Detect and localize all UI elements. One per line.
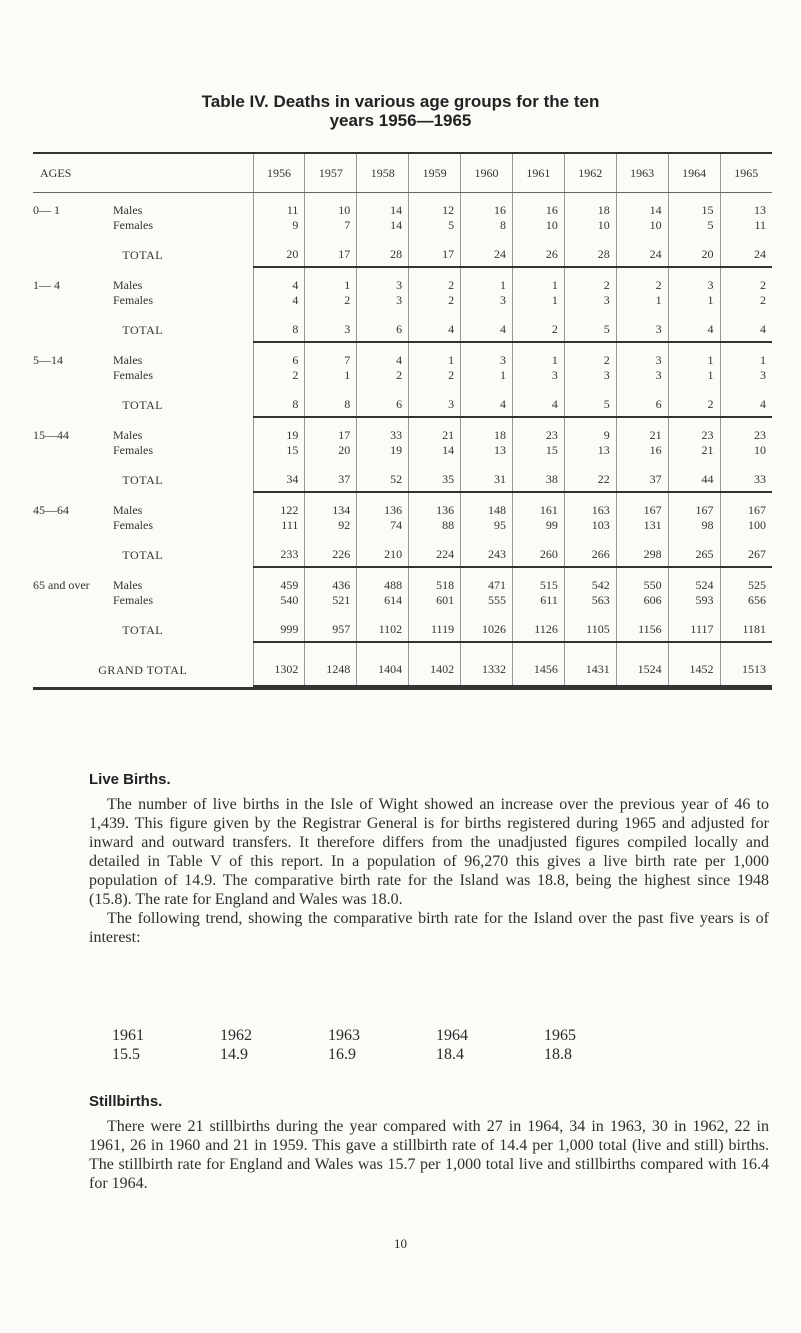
age-group-label: 0— 1 (33, 203, 60, 217)
table-cell: 1302 (253, 642, 305, 686)
trend-year: 1964 (436, 1027, 468, 1044)
table-cell: 16 (512, 193, 564, 219)
table-cell: 488 (357, 567, 409, 593)
year-header: 1959 (409, 154, 461, 193)
table-cell: 436 (305, 567, 357, 593)
total-label: TOTAL (122, 473, 164, 487)
table-cell: 3 (409, 383, 461, 417)
total-label: TOTAL (122, 323, 164, 337)
table-cell: 15 (512, 443, 564, 458)
table-cell: 1404 (357, 642, 409, 686)
table-cell: 16 (461, 193, 513, 219)
table-cell: 3 (564, 368, 616, 383)
table-cell: 7 (305, 218, 357, 233)
table-cell: 37 (305, 458, 357, 492)
table-row (33, 608, 772, 642)
table-cell: 19 (357, 443, 409, 458)
table-cell: 1105 (564, 608, 616, 642)
table-cell: 35 (409, 458, 461, 492)
table-cell: 16 (616, 443, 668, 458)
table-cell: 148 (461, 492, 513, 518)
table-cell: 167 (720, 492, 772, 518)
table-cell: 4 (512, 383, 564, 417)
table-cell: 1 (305, 368, 357, 383)
table-row (33, 293, 772, 308)
table-cell: 1456 (512, 642, 564, 686)
females-label: Females (113, 368, 153, 382)
table-row (33, 233, 772, 267)
table-cell: 4 (720, 383, 772, 417)
table-cell: 161 (512, 492, 564, 518)
females-label: Females (113, 443, 153, 457)
table-cell: 17 (305, 417, 357, 443)
age-group-label: 5—14 (33, 352, 63, 367)
males-label: Males (113, 502, 143, 517)
table-cell: 6 (357, 308, 409, 342)
year-header: 1961 (512, 154, 564, 193)
trend-year: 1963 (328, 1027, 360, 1044)
table-cell: 17 (409, 233, 461, 267)
table-cell: 9 (564, 417, 616, 443)
table-cell: 1102 (357, 608, 409, 642)
table-cell: 13 (564, 443, 616, 458)
grand-total-row (33, 642, 772, 686)
table-row (33, 417, 772, 443)
table-cell: 14 (409, 443, 461, 458)
trend-rate: 18.8 (544, 1046, 572, 1063)
table-cell: 226 (305, 533, 357, 567)
table-cell: 1513 (720, 642, 772, 686)
table-cell: 10 (616, 218, 668, 233)
table-cell: 2 (409, 293, 461, 308)
table-cell: 19 (253, 417, 305, 443)
males-label: Males (113, 427, 143, 442)
table-cell: 1026 (461, 608, 513, 642)
table-cell: 88 (409, 518, 461, 533)
females-label: Females (113, 218, 153, 232)
table-row (33, 593, 772, 608)
table-cell: 24 (461, 233, 513, 267)
table-cell: 606 (616, 593, 668, 608)
table-cell: 266 (564, 533, 616, 567)
table-cell: 550 (616, 567, 668, 593)
table-cell: 14 (616, 193, 668, 219)
table-row (33, 518, 772, 533)
table-cell: 515 (512, 567, 564, 593)
table-cell: 95 (461, 518, 513, 533)
age-group-label: 65 and over (33, 577, 90, 592)
table-cell: 9 (253, 218, 305, 233)
table-row (33, 218, 772, 233)
trend-rate: 15.5 (112, 1046, 140, 1063)
table-cell: 2 (720, 267, 772, 293)
table-cell: 3 (357, 267, 409, 293)
table-cell: 2 (564, 342, 616, 368)
table-row (33, 567, 772, 593)
table-cell: 656 (720, 593, 772, 608)
age-group-label: 45—64 (33, 502, 69, 517)
table-cell: 4 (409, 308, 461, 342)
males-label: Males (113, 352, 143, 367)
trend-year: 1961 (112, 1027, 144, 1044)
table-cell: 2 (668, 383, 720, 417)
table-cell: 3 (305, 308, 357, 342)
table-cell: 31 (461, 458, 513, 492)
table-cell: 3 (357, 293, 409, 308)
trend-year: 1965 (544, 1027, 576, 1044)
table-cell: 1332 (461, 642, 513, 686)
table-cell: 563 (564, 593, 616, 608)
table-cell: 471 (461, 567, 513, 593)
table-cell: 20 (253, 233, 305, 267)
table-cell: 92 (305, 518, 357, 533)
table-cell: 2 (409, 368, 461, 383)
table-cell: 34 (253, 458, 305, 492)
table-cell: 14 (357, 218, 409, 233)
table-cell: 20 (668, 233, 720, 267)
table-cell: 1 (305, 267, 357, 293)
table-cell: 8 (461, 218, 513, 233)
year-header: 1958 (357, 154, 409, 193)
table-cell: 224 (409, 533, 461, 567)
table-row (33, 368, 772, 383)
table-cell: 21 (616, 417, 668, 443)
table-cell: 74 (357, 518, 409, 533)
table-cell: 33 (720, 458, 772, 492)
live-births-paragraph-1: The number of live births in the Isle of Wight showed an increase over the previous year of 46 to 1,439. This figure given by the Registrar General is for births registered during 1965 and adjusted for inward and outward transfers. It therefore differs from the unadjusted figures compiled locally and detailed in Table V of this report. In a population of 96,270 this gives a live birth rate per 1,000 population of 14.9. The comparative birth rate for the Island was 18.8, being the highest since 1948 (15.8). The rate for England and Wales was 18.0. (89, 796, 769, 908)
table-cell: 601 (409, 593, 461, 608)
table-cell: 8 (253, 308, 305, 342)
table-cell: 14 (357, 193, 409, 219)
table-cell: 3 (616, 308, 668, 342)
table-cell: 1 (461, 267, 513, 293)
table-cell: 3 (668, 267, 720, 293)
table-cell: 267 (720, 533, 772, 567)
males-label: Males (113, 277, 143, 292)
table-cell: 99 (512, 518, 564, 533)
trend-years-row (112, 1026, 672, 1045)
table-cell: 20 (305, 443, 357, 458)
table-cell: 10 (720, 443, 772, 458)
table-cell: 167 (668, 492, 720, 518)
year-header: 1956 (253, 154, 305, 193)
age-group-label (33, 593, 113, 608)
table-cell: 167 (616, 492, 668, 518)
table-cell: 521 (305, 593, 357, 608)
table-cell: 11 (253, 193, 305, 219)
table-cell: 7 (305, 342, 357, 368)
table-cell: 111 (253, 518, 305, 533)
table-cell: 6 (616, 383, 668, 417)
table-cell: 2 (564, 267, 616, 293)
table-cell: 136 (357, 492, 409, 518)
table-cell: 555 (461, 593, 513, 608)
table-cell: 260 (512, 533, 564, 567)
males-label: Males (113, 203, 143, 217)
total-label: TOTAL (122, 548, 164, 562)
total-label: TOTAL (122, 623, 164, 637)
females-label: Females (113, 593, 153, 607)
table-cell: 542 (564, 567, 616, 593)
age-group-label (33, 218, 113, 233)
table-cell: 1452 (668, 642, 720, 686)
table-cell: 540 (253, 593, 305, 608)
table-body (33, 193, 772, 687)
table-cell: 2 (305, 293, 357, 308)
table-cell: 1119 (409, 608, 461, 642)
table-cell: 98 (668, 518, 720, 533)
table-cell: 4 (720, 308, 772, 342)
table-cell: 2 (720, 293, 772, 308)
trend-year: 1962 (220, 1027, 252, 1044)
table-cell: 3 (616, 342, 668, 368)
table-cell: 5 (409, 218, 461, 233)
table-cell: 5 (564, 308, 616, 342)
trend-rate: 18.4 (436, 1046, 464, 1063)
table-cell: 1 (668, 293, 720, 308)
table-cell: 15 (253, 443, 305, 458)
table-cell: 524 (668, 567, 720, 593)
table-cell: 134 (305, 492, 357, 518)
table-cell: 38 (512, 458, 564, 492)
table-row (33, 492, 772, 518)
grand-total-label: GRAND TOTAL (98, 663, 188, 677)
table-cell: 593 (668, 593, 720, 608)
table-cell: 15 (668, 193, 720, 219)
table-row (33, 193, 772, 219)
table-cell: 28 (357, 233, 409, 267)
live-births-heading: Live Births. (89, 771, 171, 788)
table-cell: 1 (720, 342, 772, 368)
table-cell: 21 (409, 417, 461, 443)
table-cell: 10 (512, 218, 564, 233)
year-header: 1964 (668, 154, 720, 193)
table-cell: 23 (512, 417, 564, 443)
table-cell: 265 (668, 533, 720, 567)
table-cell: 1 (512, 293, 564, 308)
age-group-label: 15—44 (33, 427, 69, 442)
table-cell: 2 (357, 368, 409, 383)
table-cell: 4 (461, 383, 513, 417)
table-cell: 11 (720, 218, 772, 233)
table-cell: 999 (253, 608, 305, 642)
table-cell: 2 (409, 267, 461, 293)
stillbirths-paragraph: There were 21 stillbirths during the year compared with 27 in 1964, 34 in 1963, 30 in 1962, 22 in 1961, 26 in 1960 and 21 in 1959. This gave a stillbirth rate of 14.4 per 1,000 total (live and still) births. The stillbirth rate for England and Wales was 15.7 per 1,000 total live and stillbirths compared with 16.4 for 1964. (89, 1118, 769, 1192)
table-cell: 243 (461, 533, 513, 567)
table-row (33, 308, 772, 342)
table-cell: 103 (564, 518, 616, 533)
table-cell: 18 (461, 417, 513, 443)
table-cell: 1181 (720, 608, 772, 642)
table-cell: 957 (305, 608, 357, 642)
table-cell: 10 (305, 193, 357, 219)
table-cell: 3 (720, 368, 772, 383)
table-cell: 1248 (305, 642, 357, 686)
stillbirths-section (89, 1092, 769, 1193)
stillbirths-heading: Stillbirths. (89, 1093, 163, 1110)
table-row (33, 383, 772, 417)
males-label: Males (113, 577, 143, 592)
deaths-table (33, 154, 772, 687)
table-cell: 459 (253, 567, 305, 593)
table-cell: 122 (253, 492, 305, 518)
table-cell: 12 (409, 193, 461, 219)
table-cell: 21 (668, 443, 720, 458)
table-cell: 1 (668, 368, 720, 383)
table-cell: 1 (461, 368, 513, 383)
table-cell: 13 (720, 193, 772, 219)
table-cell: 4 (253, 267, 305, 293)
deaths-table-wrapper (33, 152, 772, 690)
table-cell: 1 (668, 342, 720, 368)
table-cell: 44 (668, 458, 720, 492)
table-cell: 100 (720, 518, 772, 533)
table-cell: 23 (720, 417, 772, 443)
title-line-2: years 1956—1965 (329, 111, 472, 130)
table-cell: 4 (357, 342, 409, 368)
title-line-1: Table IV. Deaths in various age groups for the ten (201, 92, 600, 111)
table-cell: 1117 (668, 608, 720, 642)
table-cell: 1524 (616, 642, 668, 686)
table-cell: 3 (564, 293, 616, 308)
table-cell: 23 (668, 417, 720, 443)
table-row (33, 458, 772, 492)
table-cell: 33 (357, 417, 409, 443)
table-row (33, 443, 772, 458)
table-cell: 8 (253, 383, 305, 417)
females-label: Females (113, 293, 153, 307)
year-header: 1960 (461, 154, 513, 193)
page-number: 10 (394, 1236, 407, 1251)
table-cell: 210 (357, 533, 409, 567)
year-header: 1965 (720, 154, 772, 193)
table-cell: 26 (512, 233, 564, 267)
table-cell: 1 (512, 267, 564, 293)
live-births-paragraph-2: The following trend, showing the comparative birth rate for the Island over the past five years is of interest: (89, 910, 769, 946)
table-cell: 3 (461, 293, 513, 308)
table-cell: 6 (357, 383, 409, 417)
birth-rate-trend (112, 1026, 672, 1064)
total-label: TOTAL (122, 398, 164, 412)
table-cell: 1156 (616, 608, 668, 642)
table-cell: 5 (564, 383, 616, 417)
age-group-label (33, 368, 113, 383)
total-label: TOTAL (122, 248, 164, 262)
trend-rate: 16.9 (328, 1046, 356, 1063)
table-cell: 28 (564, 233, 616, 267)
table-cell: 3 (461, 342, 513, 368)
table-cell: 18 (564, 193, 616, 219)
table-cell: 1 (409, 342, 461, 368)
trend-rates-row (112, 1045, 672, 1064)
table-cell: 1126 (512, 608, 564, 642)
table-cell: 525 (720, 567, 772, 593)
table-row (33, 267, 772, 293)
table-cell: 1 (512, 342, 564, 368)
table-cell: 1402 (409, 642, 461, 686)
year-header: 1962 (564, 154, 616, 193)
table-cell: 2 (512, 308, 564, 342)
table-cell: 2 (253, 368, 305, 383)
table-cell: 10 (564, 218, 616, 233)
females-label: Females (113, 518, 153, 532)
table-cell: 163 (564, 492, 616, 518)
table-cell: 611 (512, 593, 564, 608)
year-header: 1957 (305, 154, 357, 193)
table-cell: 17 (305, 233, 357, 267)
table-row (33, 533, 772, 567)
table-cell: 6 (253, 342, 305, 368)
table-cell: 3 (512, 368, 564, 383)
table-cell: 2 (616, 267, 668, 293)
table-cell: 22 (564, 458, 616, 492)
age-group-label: 1— 4 (33, 277, 60, 292)
age-group-label (33, 293, 113, 308)
table-cell: 298 (616, 533, 668, 567)
table-cell: 4 (668, 308, 720, 342)
live-births-section (89, 770, 769, 947)
table-title (0, 92, 801, 130)
age-group-label (33, 518, 113, 533)
table-cell: 24 (720, 233, 772, 267)
table-cell: 1431 (564, 642, 616, 686)
table-cell: 4 (253, 293, 305, 308)
ages-header: AGES (33, 154, 253, 193)
table-cell: 13 (461, 443, 513, 458)
table-cell: 4 (461, 308, 513, 342)
year-header: 1963 (616, 154, 668, 193)
table-cell: 136 (409, 492, 461, 518)
table-cell: 518 (409, 567, 461, 593)
table-cell: 614 (357, 593, 409, 608)
trend-rate: 14.9 (220, 1046, 248, 1063)
table-cell: 233 (253, 533, 305, 567)
table-cell: 52 (357, 458, 409, 492)
table-header-row (33, 154, 772, 193)
age-group-label (33, 443, 113, 458)
table-cell: 131 (616, 518, 668, 533)
table-cell: 3 (616, 368, 668, 383)
table-cell: 8 (305, 383, 357, 417)
table-cell: 1 (616, 293, 668, 308)
table-cell: 24 (616, 233, 668, 267)
table-cell: 37 (616, 458, 668, 492)
table-row (33, 342, 772, 368)
table-cell: 5 (668, 218, 720, 233)
